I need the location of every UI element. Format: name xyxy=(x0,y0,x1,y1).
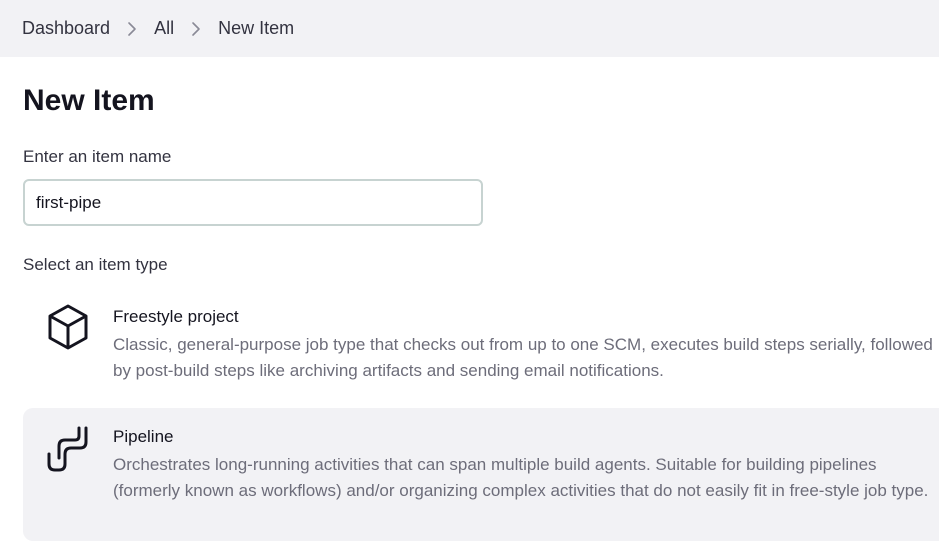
chevron-right-icon xyxy=(110,18,154,39)
breadcrumb-all[interactable]: All xyxy=(154,18,175,38)
item-name-label: Enter an item name xyxy=(23,147,172,166)
item-type-description: Orchestrates long-running activities that can span multiple build agents. Suitable for building pipelines (formerly known as workflows) and/or organizing complex activities that do not easily fit in free-style job type. xyxy=(113,455,929,500)
item-type-name: Freestyle project xyxy=(113,307,239,326)
item-type-description: Classic, general-purpose job type that checks out from up to one SCM, executes build steps serially, followed by post-build steps like archiving artifacts and sending email notifications. xyxy=(113,335,933,380)
package-box-icon xyxy=(45,302,91,354)
breadcrumb-dashboard[interactable]: Dashboard xyxy=(22,18,111,38)
page-title: New Item xyxy=(23,84,155,117)
chevron-right-icon xyxy=(174,18,218,39)
breadcrumb-new-item[interactable]: New Item xyxy=(218,18,295,38)
item-type-pipeline[interactable] xyxy=(23,408,939,541)
item-type-label: Select an item type xyxy=(23,255,168,274)
pipeline-icon xyxy=(45,422,91,474)
item-type-freestyle[interactable] xyxy=(23,288,939,398)
item-type-name: Pipeline xyxy=(113,427,174,446)
item-name-input[interactable] xyxy=(23,179,483,226)
breadcrumb xyxy=(0,0,939,57)
